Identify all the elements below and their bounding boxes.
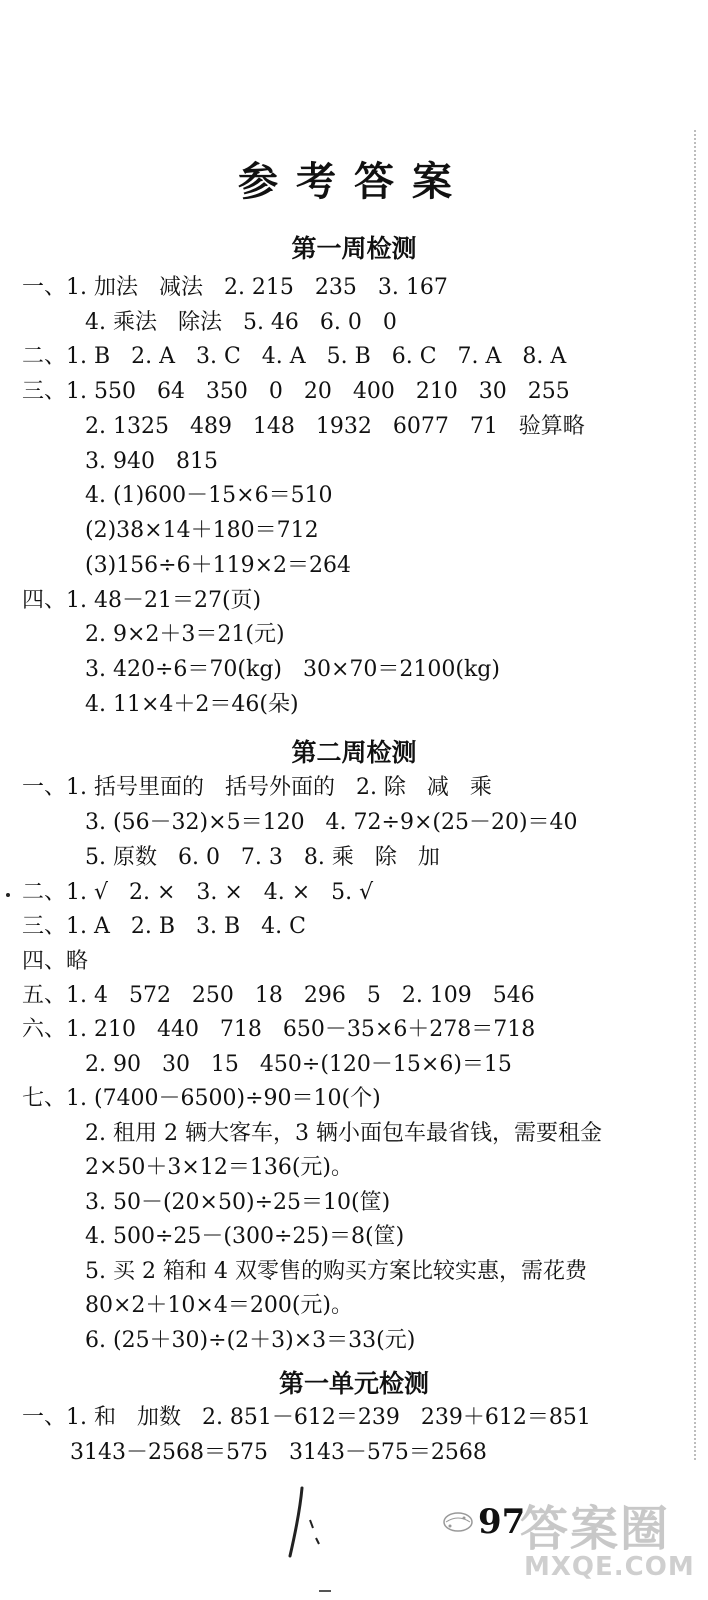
answer-line: 五、1. 4 572 250 18 296 5 2. 109 546: [22, 983, 535, 1008]
answer-line: 3. 50－(20×50)÷25＝10(筐): [85, 1190, 391, 1215]
answer-line: 4. 11×4＋2＝46(朵): [85, 692, 299, 717]
section-heading-unit-1: 第一单元检测: [278, 1369, 429, 1398]
answer-line: 5. 买 2 箱和 4 双零售的购买方案比较实惠，需花费: [85, 1259, 587, 1284]
answer-line: 一、1. 加法 减法 2. 215 235 3. 167: [22, 275, 448, 300]
watermark-url: MXQE.COM: [524, 1552, 695, 1582]
page-number: 97: [478, 1502, 526, 1542]
answer-line: 三、1. 550 64 350 0 20 400 210 30 255: [22, 379, 570, 404]
answer-line: 80×2＋10×4＝200(元)。: [85, 1293, 354, 1318]
answer-line: (3)156÷6＋119×2＝264: [85, 553, 351, 578]
answer-line: 六、1. 210 440 718 650－35×6＋278＝718: [22, 1017, 536, 1042]
answer-line: 6. (25＋30)÷(2＋3)×3＝33(元): [85, 1328, 416, 1353]
answer-line: 5. 原数 6. 0 7. 3 8. 乘 除 加: [85, 845, 440, 870]
handwritten-stroke-mark: [280, 1480, 360, 1560]
answer-line: 四、略: [22, 949, 89, 974]
answer-line: 2. 90 30 15 450÷(120－15×6)＝15: [85, 1052, 512, 1077]
section-heading-week-2: 第二周检测: [291, 738, 417, 767]
answer-line: 七、1. (7400－6500)÷90＝10(个): [22, 1086, 381, 1111]
answer-line: 2. 租用 2 辆大客车，3 辆小面包车最省钱，需要租金: [85, 1121, 602, 1146]
section-heading-week-1: 第一周检测: [291, 234, 417, 263]
page-title: 参考答案: [238, 158, 470, 205]
answer-line: 3143－2568＝575 3143－575＝2568: [70, 1440, 487, 1465]
answer-line: 二、1. B 2. A 3. C 4. A 5. B 6. C 7. A 8. A: [22, 344, 567, 369]
answer-line: 2×50＋3×12＝136(元)。: [85, 1155, 354, 1180]
answer-line: 二、1. √ 2. × 3. × 4. × 5. √: [22, 880, 374, 905]
bottom-tick-mark: [318, 1588, 332, 1594]
binding-edge-dots: [694, 130, 696, 1460]
answer-line: 4. (1)600－15×6＝510: [85, 483, 333, 508]
margin-dot: [6, 893, 10, 897]
leaf-icon: [440, 1506, 476, 1536]
answer-line: 三、1. A 2. B 3. B 4. C: [22, 914, 306, 939]
answer-line: 四、1. 48－21＝27(页): [22, 588, 262, 613]
answer-line: 2. 1325 489 148 1932 6077 71 验算略: [85, 414, 585, 439]
answer-line: 2. 9×2＋3＝21(元): [85, 622, 285, 647]
answer-line: 一、1. 和 加数 2. 851－612＝239 239＋612＝851: [22, 1405, 591, 1430]
answer-line: 4. 乘法 除法 5. 46 6. 0 0: [85, 310, 397, 335]
answer-line: 3. 940 815: [85, 449, 218, 474]
answer-line: (2)38×14＋180＝712: [85, 518, 319, 543]
answer-line: 一、1. 括号里面的 括号外面的 2. 除 减 乘: [22, 775, 492, 800]
watermark-logo: [520, 1490, 700, 1596]
answer-line: 3. (56－32)×5＝120 4. 72÷9×(25－20)＝40: [85, 810, 578, 835]
watermark-main: 答案圈: [520, 1501, 671, 1557]
answer-line: 4. 500÷25－(300÷25)＝8(筐): [85, 1224, 405, 1249]
answer-line: 3. 420÷6＝70(kg) 30×70＝2100(kg): [85, 657, 500, 682]
